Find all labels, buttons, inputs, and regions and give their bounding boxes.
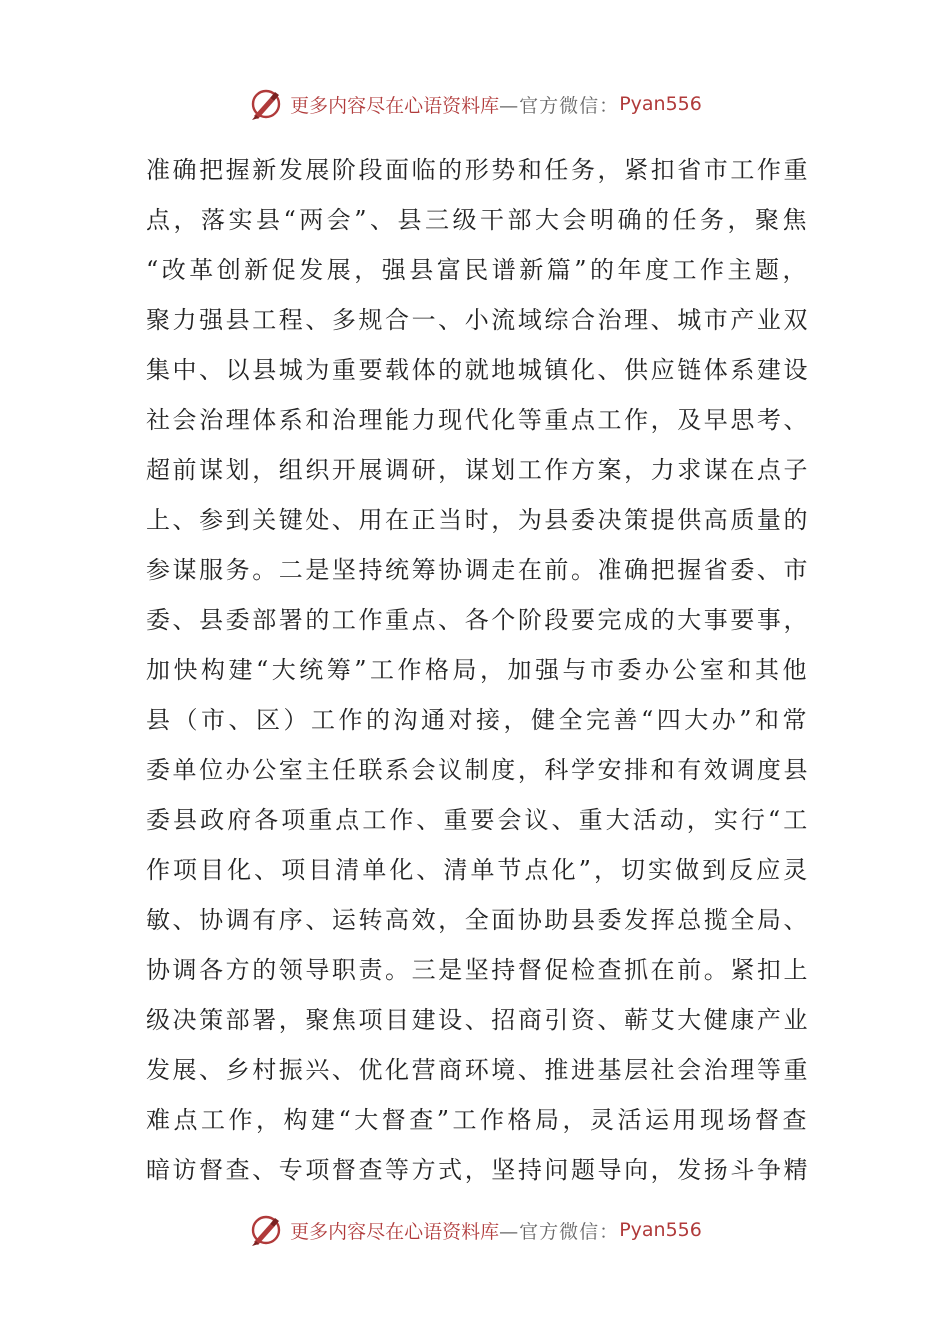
- body-line: 委、县委部署的工作重点、各个阶段要完成的大事要事，: [146, 606, 810, 634]
- body-line: 难点工作，构建“大督查”工作格局，灵活运用现场督查: [146, 1106, 810, 1134]
- body-line: 上、参到关键处、用在正当时，为县委决策提供高质量的: [146, 506, 810, 534]
- body-line: 集中、以县城为重要载体的就地城镇化、供应链体系建设: [146, 356, 810, 384]
- banner-wechat-id: Pyan556: [619, 1219, 702, 1241]
- document-body: [146, 145, 810, 1195]
- body-line: 聚力强县工程、多规合一、小流域综合治理、城市产业双: [146, 306, 810, 334]
- body-line: “改革创新促发展，强县富民谱新篇”的年度工作主题，: [146, 256, 810, 284]
- body-line: 参谋服务。二是坚持统筹协调走在前。准确把握省委、市: [146, 556, 810, 584]
- body-line: 作项目化、项目清单化、清单节点化”，切实做到反应灵: [146, 856, 810, 884]
- body-line: 暗访督查、专项督查等方式，坚持问题导向，发扬斗争精: [146, 1156, 810, 1184]
- header-banner: [0, 84, 950, 124]
- body-line: 敏、协调有序、运转高效，全面协助县委发挥总揽全局、: [146, 906, 810, 934]
- body-line: 加快构建“大统筹”工作格局，加强与市委办公室和其他: [146, 656, 810, 684]
- banner-site-name: 更多内容尽在心语资料库: [290, 94, 500, 117]
- body-line: 准确把握新发展阶段面临的形势和任务，紧扣省市工作重: [146, 156, 810, 184]
- footer-banner: [0, 1210, 950, 1250]
- body-line: 发展、乡村振兴、优化营商环境、推进基层社会治理等重: [146, 1056, 810, 1084]
- body-line: 超前谋划，组织开展调研，谋划工作方案，力求谋在点子: [146, 456, 810, 484]
- body-line: 级决策部署，聚焦项目建设、招商引资、蕲艾大健康产业: [146, 1006, 810, 1034]
- body-line: 委县政府各项重点工作、重要会议、重大活动，实行“工: [146, 806, 810, 834]
- pen-circle-logo-icon: [248, 1212, 284, 1248]
- body-line: 县（市、区）工作的沟通对接，健全完善“四大办”和常: [146, 706, 810, 734]
- banner-wechat-label: —官方微信：: [499, 1220, 620, 1243]
- banner-wechat-id: Pyan556: [619, 93, 702, 115]
- body-line: 社会治理体系和治理能力现代化等重点工作，及早思考、: [146, 406, 810, 434]
- banner-site-name: 更多内容尽在心语资料库: [290, 1220, 500, 1243]
- body-line: 点，落实县“两会”、县三级干部大会明确的任务，聚焦: [146, 206, 810, 234]
- banner-wechat-label: —官方微信：: [499, 94, 620, 117]
- body-line: 委单位办公室主任联系会议制度，科学安排和有效调度县: [146, 756, 810, 784]
- pen-circle-logo-icon: [248, 86, 284, 122]
- body-line: 协调各方的领导职责。三是坚持督促检查抓在前。紧扣上: [146, 956, 810, 984]
